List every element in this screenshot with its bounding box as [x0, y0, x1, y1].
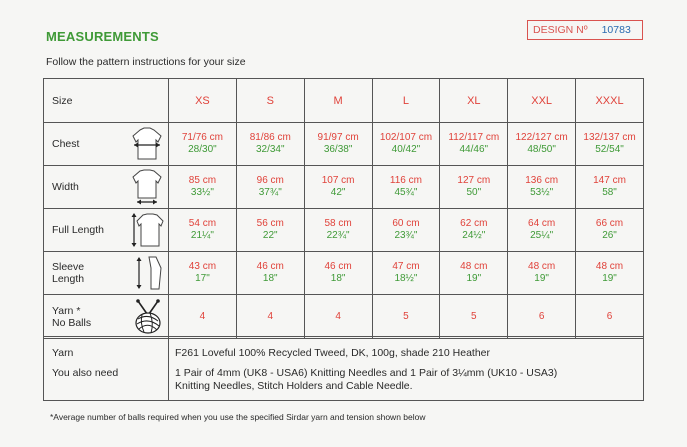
sweater-chest-icon: [130, 126, 164, 162]
length-xxxl: 66 cm 26": [576, 209, 644, 252]
measurements-table: [43, 78, 644, 339]
chest-l: 102/107 cm 40/42": [372, 123, 440, 166]
sleeve-xs: 43 cm 17": [169, 252, 237, 295]
sleeve-s: 46 cm 18": [236, 252, 304, 295]
size-header-row: [44, 79, 644, 123]
width-xxxl: 147 cm 58": [576, 166, 644, 209]
chest-xl: 112/117 cm 44/46": [440, 123, 508, 166]
table-row: [44, 209, 644, 252]
balls-xl: 5: [440, 295, 508, 339]
balls-s: 4: [236, 295, 304, 339]
yarn-labels-cell: [44, 337, 169, 401]
table-row: [44, 166, 644, 209]
balls-m: 4: [304, 295, 372, 339]
balls-xxxl: 6: [576, 295, 644, 339]
design-number: 10783: [601, 24, 631, 36]
size-xs: XS: [169, 79, 237, 123]
size-m: M: [304, 79, 372, 123]
size-label: Size: [44, 79, 169, 123]
row-label: Sleeve Length: [52, 261, 85, 285]
row-label: Width: [52, 181, 79, 193]
need-label: You also need: [52, 367, 119, 379]
size-xxxl: XXXL: [576, 79, 644, 123]
sleeve-xxl: 48 cm 19": [508, 252, 576, 295]
yarn-ball-needles-icon: [130, 299, 164, 335]
page-title: MEASUREMENTS: [46, 29, 159, 44]
chest-xs: 71/76 cm 28/30": [169, 123, 237, 166]
design-number-box: [527, 20, 643, 40]
width-xl: 127 cm 50": [440, 166, 508, 209]
row-label-cell: [44, 123, 169, 166]
sleeve-xl: 48 cm 19": [440, 252, 508, 295]
size-xl: XL: [440, 79, 508, 123]
row-label: Yarn * No Balls: [52, 304, 92, 329]
length-m: 58 cm 22¾": [304, 209, 372, 252]
yarn-values-cell: [169, 337, 644, 401]
yarn-table: [43, 336, 644, 401]
length-s: 56 cm 22": [236, 209, 304, 252]
length-xl: 62 cm 24½": [440, 209, 508, 252]
balls-xxl: 6: [508, 295, 576, 339]
width-xxl: 136 cm 53½": [508, 166, 576, 209]
row-label-cell: [44, 209, 169, 252]
chest-m: 91/97 cm 36/38": [304, 123, 372, 166]
length-xxl: 64 cm 25¼": [508, 209, 576, 252]
need-line-2: Knitting Needles, Stitch Holders and Cable Needle.: [175, 380, 413, 392]
length-l: 60 cm 23¾": [372, 209, 440, 252]
balls-l: 5: [372, 295, 440, 339]
size-s: S: [236, 79, 304, 123]
row-label-cell: [44, 252, 169, 295]
width-xs: 85 cm 33½": [169, 166, 237, 209]
row-label: Chest: [52, 138, 80, 150]
footnote: *Average number of balls required when you use the specified Sirdar yarn and tension shown below: [50, 412, 426, 422]
row-label: Full Length: [52, 224, 104, 236]
need-line-1: 1 Pair of 4mm (UK8 - USA6) Knitting Needles and 1 Pair of 3¼mm (UK10 - USA3): [175, 367, 558, 379]
length-xs: 54 cm 21¼": [169, 209, 237, 252]
page-subtitle: Follow the pattern instructions for your size: [46, 56, 246, 68]
sleeve-xxxl: 48 cm 19": [576, 252, 644, 295]
chest-s: 81/86 cm 32/34": [236, 123, 304, 166]
sleeve-l: 47 cm 18½": [372, 252, 440, 295]
row-label-cell: [44, 166, 169, 209]
chest-xxl: 122/127 cm 48/50": [508, 123, 576, 166]
chest-xxxl: 132/137 cm 52/54": [576, 123, 644, 166]
sweater-width-icon: [130, 169, 164, 205]
sleeve-length-icon: [130, 254, 164, 292]
yarn-label: Yarn: [52, 347, 74, 359]
width-l: 116 cm 45¾": [372, 166, 440, 209]
yarn-value: F261 Loveful 100% Recycled Tweed, DK, 100g, shade 210 Heather: [175, 347, 491, 359]
width-s: 96 cm 37¾": [236, 166, 304, 209]
balls-xs: 4: [169, 295, 237, 339]
size-l: L: [372, 79, 440, 123]
design-label: DESIGN Nº: [533, 24, 588, 36]
sweater-length-icon: [130, 211, 164, 249]
yarn-row: [44, 337, 644, 401]
width-m: 107 cm 42": [304, 166, 372, 209]
table-row: [44, 295, 644, 339]
table-row: [44, 252, 644, 295]
row-label-cell: [44, 295, 169, 339]
size-xxl: XXL: [508, 79, 576, 123]
table-row: [44, 123, 644, 166]
sleeve-m: 46 cm 18": [304, 252, 372, 295]
